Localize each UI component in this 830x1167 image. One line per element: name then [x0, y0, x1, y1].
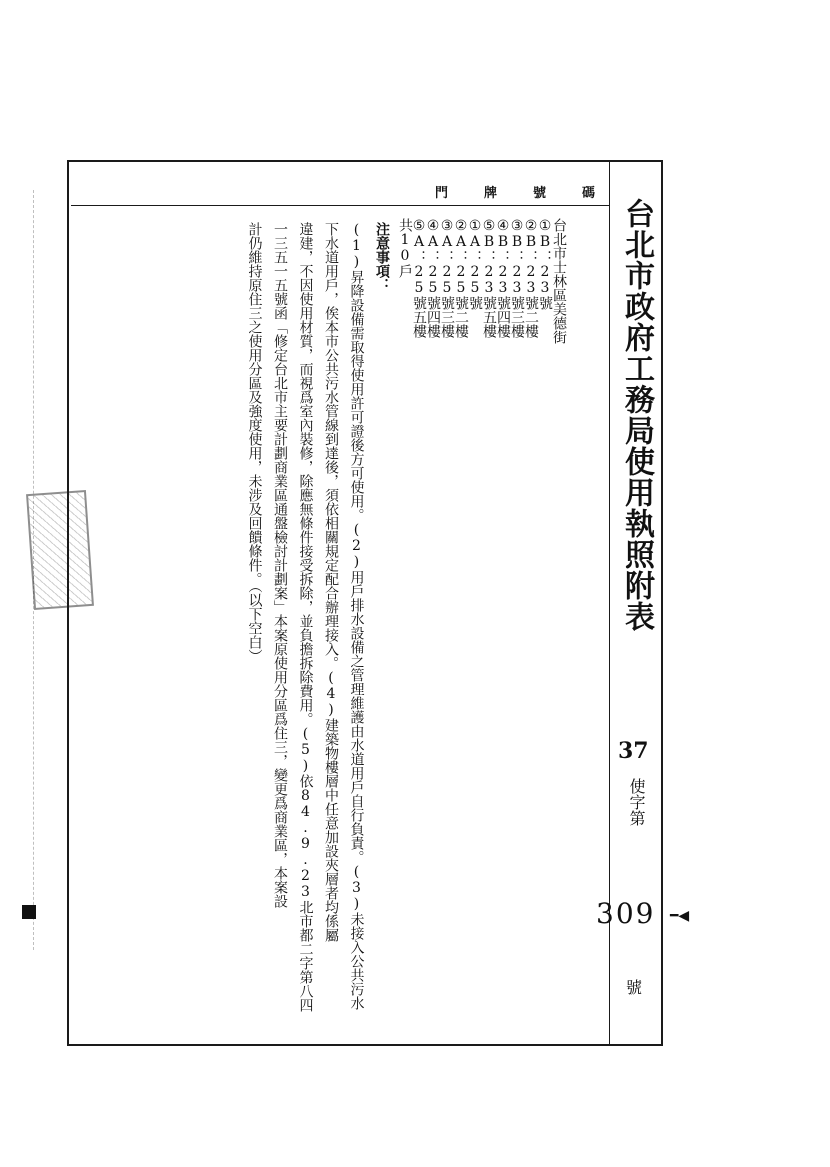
street-name: 台北市士林區美德街: [551, 218, 567, 344]
address-unit: ⑤A：25號五樓: [411, 218, 427, 338]
header-char: 號: [532, 186, 546, 201]
reference-serial: 309: [596, 897, 656, 930]
address-number-header: [435, 182, 595, 201]
address-list: [398, 218, 566, 408]
arrow-mark-icon: ━◀: [670, 908, 690, 924]
notes-line: 計仍維持原住三之使用分區及強度使用，未涉及回饋條件。（以下空白）: [246, 222, 263, 663]
reference-prefix: 使字第: [627, 778, 646, 826]
reference-suffix: 號: [626, 978, 643, 997]
address-unit: ③A：25號三樓: [439, 218, 455, 338]
notes-section: [241, 222, 394, 1047]
header-char: 門: [435, 186, 449, 201]
notes-line: 一三五一五號函「修定台北市主要計劃商業區通盤檢討計劃案」本案原使用分區爲住三，變更爲商業區，本案設: [272, 222, 288, 908]
notes-line: 下水道用戶，俟本市公共污水管線到達後，須依相關規定配合辦理接入。(4)建築物樓層中任意加設夾層者均係屬: [323, 222, 339, 942]
address-unit: ④A：25號四樓: [425, 218, 441, 338]
address-unit: ④B：23號四樓: [495, 218, 511, 338]
address-unit: ③B：23號三樓: [509, 218, 525, 338]
address-unit: ②B：23號二樓: [523, 218, 539, 338]
address-unit: ①B：23號: [537, 218, 553, 310]
address-unit: ①A：25號: [467, 218, 483, 310]
unit-total: 共10戶: [397, 218, 413, 278]
scan-registration-mark: [22, 905, 36, 919]
address-unit: ②A：25號二樓: [453, 218, 469, 338]
document-title: 台北市政府工務局使用執照附表: [619, 198, 654, 632]
address-unit: ⑤B：23號五樓: [481, 218, 497, 338]
notes-heading: 注意事項：: [374, 222, 390, 292]
header-divider: [71, 205, 609, 206]
notes-line: 違建，不因使用材質，而視爲室內裝修，除應無條件接受拆除，並負擔拆除費用。(5)依84.9.23北市都二字第八四: [297, 222, 314, 1012]
notes-line: (1)昇降設備需取得使用許可證後方可使用。(2)用戶排水設備之管理維護由水道用戶自行負責。(3)未接入公共污水: [348, 222, 365, 1010]
header-char: 碼: [581, 186, 595, 201]
reference-year: 37: [618, 738, 649, 764]
header-char: 牌: [483, 186, 497, 201]
